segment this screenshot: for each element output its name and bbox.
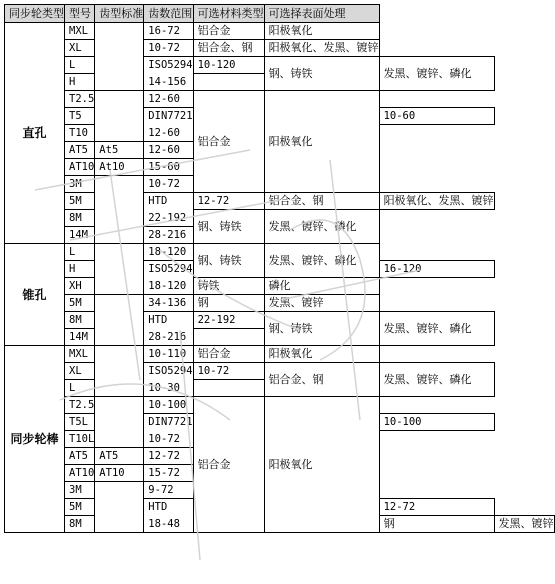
table-cell: ISO5294: [144, 57, 193, 74]
table-row: [5, 40, 555, 57]
table-cell: DIN7721: [144, 108, 193, 125]
table-cell: 钢、铸铁: [264, 57, 379, 91]
table-cell: 10-120: [193, 57, 264, 74]
table-cell: XL: [65, 363, 95, 380]
table-cell: 钢、铸铁: [193, 244, 264, 278]
table-cell: 钢: [379, 516, 494, 533]
table-cell: [95, 346, 144, 397]
table-cell: 阳极氧化、发黑、镀锌: [379, 193, 494, 210]
table-cell: 3M: [65, 482, 95, 499]
table-cell: 10-72: [144, 40, 193, 57]
table-cell: 铝合金、钢: [193, 40, 264, 57]
table-cell: MXL: [65, 23, 95, 40]
table-cell: 钢: [193, 295, 264, 312]
table-cell: [95, 397, 144, 448]
table-cell: H: [65, 74, 95, 91]
table-cell: AT10: [65, 465, 95, 482]
table-cell: AT5: [65, 142, 95, 159]
table-cell: L: [65, 380, 95, 397]
table-body: [5, 23, 555, 533]
table-cell: 22-192: [144, 210, 193, 227]
table-row: [5, 312, 555, 329]
table-cell: 14-156: [144, 74, 193, 91]
table-cell: 10-72: [193, 363, 264, 380]
table-cell: 12-60: [144, 91, 193, 108]
table-cell: L: [65, 244, 95, 261]
table-cell: 阳极氧化: [264, 397, 379, 533]
header-model: 型号: [65, 5, 95, 23]
header-tooth-standard: 齿型标准: [95, 5, 144, 23]
table-cell: 发黑、镀锌、磷化: [379, 363, 494, 397]
table-cell: 16-120: [379, 261, 494, 278]
table-cell: 铝合金: [193, 397, 264, 533]
pulley-spec-table: [4, 4, 555, 533]
table-cell: 12-72: [379, 499, 494, 516]
table-row: [5, 244, 555, 261]
table-cell: 9-72: [144, 482, 193, 499]
table-cell: [95, 295, 144, 346]
table-cell: 8M: [65, 210, 95, 227]
table-cell: 5M: [65, 295, 95, 312]
table-cell: At10: [95, 159, 144, 176]
table-cell: 18-120: [144, 278, 193, 295]
table-cell: 铸铁: [193, 278, 264, 295]
table-cell: 阳极氧化: [264, 91, 379, 193]
table-cell: [95, 176, 144, 244]
table-cell: 10-100: [379, 414, 494, 431]
table-cell: 10-72: [144, 431, 193, 448]
header-tooth-range: 齿数范围: [144, 5, 193, 23]
table-cell: 发黑、镀锌、磷化: [379, 312, 494, 346]
table-cell: 铝合金: [193, 346, 264, 363]
table-cell: 铝合金、钢: [264, 363, 379, 397]
table-row: [5, 91, 555, 108]
table-cell: 12-72: [193, 193, 264, 210]
table-row: [5, 278, 555, 295]
table-cell: 34-136: [144, 295, 193, 312]
table-cell: AT10: [65, 159, 95, 176]
table-cell: 8M: [65, 516, 95, 533]
table-cell: 15-72: [144, 465, 193, 482]
table-cell: 5M: [65, 193, 95, 210]
table-cell: 铝合金: [193, 23, 264, 40]
table-cell: 10-72: [144, 176, 193, 193]
table-row: [5, 210, 555, 227]
table-row: [5, 193, 555, 210]
table-cell: AT10: [95, 465, 144, 482]
header-row: [5, 5, 555, 23]
table-cell: XL: [65, 40, 95, 57]
table-cell: 发黑、镀锌、磷化: [264, 244, 379, 278]
table-row: [5, 295, 555, 312]
table-cell: HTD: [144, 499, 193, 516]
table-row: [5, 23, 555, 40]
table-cell: 8M: [65, 312, 95, 329]
header-pulley-type: 同步轮类型: [5, 5, 65, 23]
table-cell: T5: [65, 108, 95, 125]
table-cell: 14M: [65, 227, 95, 244]
table-cell: 12-60: [144, 142, 193, 159]
table-cell: 28-216: [144, 227, 193, 244]
table-cell: H: [65, 261, 95, 278]
table-cell: [95, 244, 144, 295]
table-cell: HTD: [144, 193, 193, 210]
table-row: [5, 397, 555, 414]
table-cell: AT5: [95, 448, 144, 465]
table-cell: 10-30: [144, 380, 193, 397]
table-cell: 10-110: [144, 346, 193, 363]
table-cell: [95, 23, 144, 91]
table-cell: [95, 482, 144, 533]
table-cell: 18-48: [144, 516, 193, 533]
table-cell: ISO5294: [144, 261, 193, 278]
table-cell: 15-60: [144, 159, 193, 176]
table-row: [5, 57, 555, 74]
table-cell: 3M: [65, 176, 95, 193]
table-cell: 10-100: [144, 397, 193, 414]
table-cell: 16-72: [144, 23, 193, 40]
table-cell: 18-120: [144, 244, 193, 261]
table-cell: 阳极氧化: [264, 23, 379, 40]
table-cell: AT5: [65, 448, 95, 465]
table-cell: 发黑、镀锌: [494, 516, 554, 533]
table-cell: 14M: [65, 329, 95, 346]
table-cell: 10-60: [379, 108, 494, 125]
table-cell: T2.5: [65, 91, 95, 108]
table-cell: 12-72: [144, 448, 193, 465]
table-cell: 28-216: [144, 329, 193, 346]
header-surface-treatment: 可选择表面处理: [264, 5, 379, 23]
table-row: [5, 363, 555, 380]
table-cell: 发黑、镀锌: [264, 295, 379, 312]
table-cell: DIN7721: [144, 414, 193, 431]
table-cell: MXL: [65, 346, 95, 363]
table-cell: 磷化: [264, 278, 379, 295]
table-cell: HTD: [144, 312, 193, 329]
table-cell: 发黑、镀锌、磷化: [264, 210, 379, 244]
table-cell: ISO5294: [144, 363, 193, 380]
table-cell: L: [65, 57, 95, 74]
table-cell: 阳极氧化: [264, 346, 379, 363]
table-cell: 12-60: [144, 125, 193, 142]
table-cell: 发黑、镀锌、磷化: [379, 57, 494, 91]
table-cell: At5: [95, 142, 144, 159]
category-cell: 锥孔: [5, 244, 65, 346]
table-cell: T10L: [65, 431, 95, 448]
table-cell: 22-192: [193, 312, 264, 329]
category-cell: 直孔: [5, 23, 65, 244]
table-cell: 钢、铸铁: [193, 210, 264, 244]
table-cell: [95, 91, 144, 142]
table-cell: 铝合金: [193, 91, 264, 193]
table-cell: T2.5: [65, 397, 95, 414]
table-cell: 阳极氧化、发黑、镀锌: [264, 40, 379, 57]
table-cell: T10: [65, 125, 95, 142]
category-cell: 同步轮棒: [5, 346, 65, 533]
table-cell: 钢、铸铁: [264, 312, 379, 346]
table-cell: 5M: [65, 499, 95, 516]
header-material: 可选材料类型: [193, 5, 264, 23]
table-row: [5, 346, 555, 363]
table-cell: T5L: [65, 414, 95, 431]
table-cell: 铝合金、钢: [264, 193, 379, 210]
table-cell: XH: [65, 278, 95, 295]
